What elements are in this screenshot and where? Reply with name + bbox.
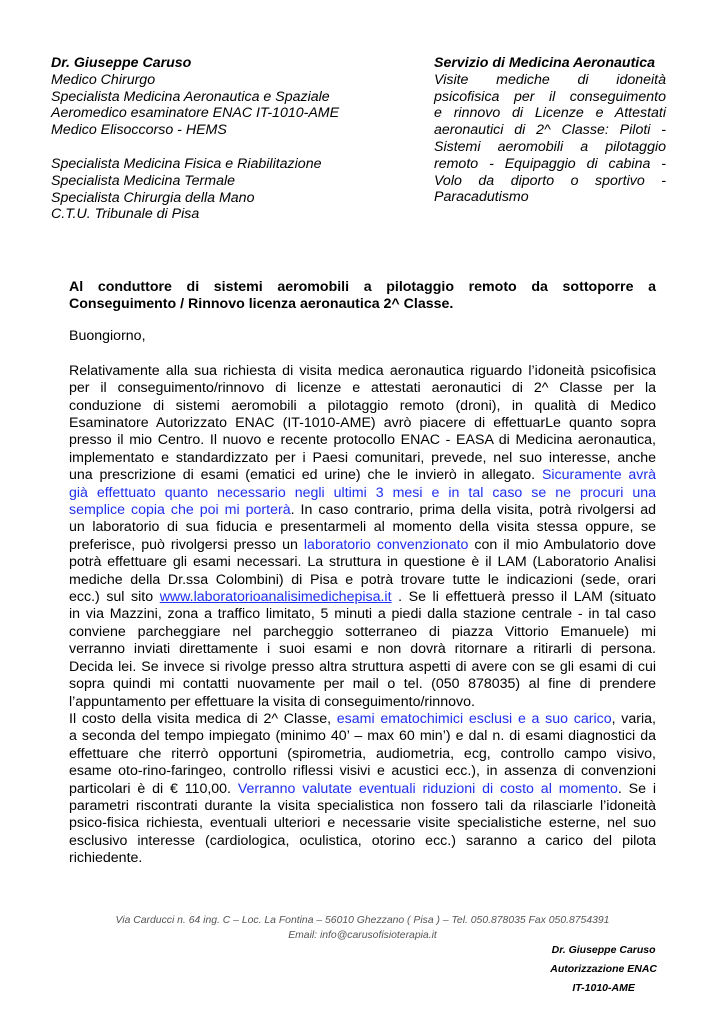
highlighted-text: già effettuato quanto necessario negli ultimi 3 mesi e in tal caso se ne procuri una	[69, 484, 656, 501]
highlighted-text: esami ematochimici esclusi e a suo carico	[336, 710, 612, 727]
service-title: Servizio di Medicina Aeronautica	[434, 55, 656, 71]
footer	[0, 913, 725, 943]
body-line: a seconda del tempo impiegato (minimo 40’ – max 60 min’) e dal n. di esami diagnostici da	[69, 728, 656, 745]
body-text: una prescrizione di esami (ematici ed urine) che le invierò in allegato.	[69, 467, 542, 484]
body-text: particolari è di € 110,00.	[69, 780, 238, 797]
service-line: aeronautici di 2^ Classe: Piloti -	[434, 122, 666, 139]
header-left-line: Specialista Chirurgia della Mano	[51, 189, 255, 206]
body-line: conduzione di sistemi aeromobili a pilotaggio remoto (droni), in qualità di Medico	[69, 397, 656, 414]
body-line: richiedente.	[69, 850, 143, 867]
footer-address: Via Carducci n. 64 ing. C – Loc. La Fontina – 56010 Ghezzano ( Pisa ) – Tel. 050.878035 Fax 050.8754391	[115, 915, 610, 926]
body-line: potrà effettuare gli esami necessari. La struttura in questione è il LAM (Laboratorio Analisi	[69, 554, 656, 571]
footer-email: Email: info@carusofisioterapia.it	[288, 930, 437, 941]
body-line: effettuare che riterrò opportuni (spirometria, audiometria, ecg, controllo campo visivo,	[69, 745, 656, 762]
body-text: preferisce, può rivolgersi presso un	[69, 536, 304, 553]
service-line: remoto - Equipaggio di cabina -	[434, 155, 666, 172]
header-left-line: Specialista Medicina Fisica e Riabilitazione	[51, 155, 322, 172]
body-line: parametri riscontrati durante la visita specialistica non fossero tali da rilasciarle l’idoneità	[69, 797, 656, 814]
body-line: per il conseguimento/rinnovo di licenze e attestati aeronautici di 2^ Classe per la	[69, 380, 656, 397]
body-text: con il mio Ambulatorio dove	[468, 536, 657, 553]
body-line: esclusivo interesse (cardiologica, oculistica, otorino ecc.) saranno a carico del pilota	[69, 832, 656, 849]
body-text: ecc.) sul sito	[69, 589, 160, 606]
body-text: . Se i	[617, 780, 656, 797]
greeting: Buongiorno,	[69, 328, 146, 344]
subject-line: Al conduttore di sistemi aeromobili a pilotaggio remoto da sottoporre a	[69, 279, 656, 295]
body-line: psico-fisica richiesta, eventuali ulteriori e necessarie visite specialistiche esterne, nel suo	[69, 815, 656, 832]
header-gap	[51, 139, 371, 156]
signature-code: IT-1010-AME	[572, 982, 635, 994]
body-line	[69, 589, 656, 606]
body-line: conviene parcheggiare nel parcheggio sotterraneo di piazza Vittorio Emanuele) mi	[69, 623, 656, 640]
body-text: , varia,	[611, 710, 656, 727]
service-line: e rinnovo di Licenze e Attestati	[434, 105, 666, 122]
subject-line: Conseguimento / Rinnovo licenza aeronautica 2^ Classe.	[69, 296, 454, 313]
body-line	[69, 537, 656, 554]
body-line	[69, 711, 656, 728]
body-line: verranno inviati direttamente i suoi esami e non dovrà ritornare a ritirarli di persona.	[69, 641, 656, 658]
highlighted-text: semplice copia che poi mi porterà	[69, 502, 291, 519]
body-line: Relativamente alla sua richiesta di visita medica aeronautica riguardo l’idoneità psicofisica	[69, 362, 656, 379]
header-left-line: Aeromedico esaminatore ENAC IT-1010-AME	[51, 105, 340, 122]
body-line: sopra quindi mi contatti nuovamente per mail o tel. (050 878035) al fine di prendere	[69, 676, 656, 693]
header-right	[434, 55, 666, 206]
body-line: presso il mio Centro. Il nuovo e recente protocollo ENAC - EASA di Medicina aeronautica,	[69, 432, 656, 449]
body-line	[69, 781, 656, 798]
body-line: in via Mazzini, zona a traffico limitato, 5 minuti a piedi dalla stazione centrale - in tal caso	[69, 606, 656, 623]
body-line: un laboratorio di sua fiducia e presentarmeli al momento della visita stessa oppure, se	[69, 519, 656, 536]
service-line: Paracadutismo	[434, 189, 529, 206]
header-left-line: Medico Elisoccorso - HEMS	[51, 122, 227, 139]
service-line: Sistemi aeromobili a pilotaggio	[434, 138, 666, 155]
body-line: l’appuntamento per effettuare la visita di conseguimento/rinnovo.	[69, 693, 475, 710]
body-line: mediche della Dr.ssa Colombini) di Pisa e potrà trovare tutte le indicazioni (sede, orari	[69, 571, 656, 588]
highlighted-text: Verranno valutate eventuali riduzioni di costo al momento	[237, 780, 618, 797]
body-text: . Se li effettuerà presso il LAM (situato	[391, 589, 656, 606]
body-line	[69, 485, 656, 502]
signature-authorization: Autorizzazione ENAC	[550, 963, 657, 975]
lab-website-link[interactable]: www.laboratorioanalisimedichepisa.it	[159, 589, 392, 606]
header-left-line: Specialista Medicina Aeronautica e Spaziale	[51, 88, 330, 105]
body-line: esame oto-rino-faringeo, controllo riflessi visivi e acustici ecc.), in assenza di convenzioni	[69, 763, 656, 780]
body-text: . In caso contrario, prima della visita, potrà rivolgersi ad	[290, 502, 656, 519]
body-line: Decida lei. Se invece si rivolge presso altra struttura aspetti di avere con se gli esami di cui	[69, 658, 656, 675]
body-line	[69, 467, 656, 484]
header-left-line: Medico Chirurgo	[51, 71, 156, 88]
body-line: Esaminatore Autorizzato ENAC (IT-1010-AME) avrò piacere di effettuarLe quanto sopra	[69, 415, 656, 432]
doctor-name: Dr. Giuseppe Caruso	[51, 55, 192, 71]
body-text: Il costo della visita medica di 2^ Classe,	[69, 710, 337, 727]
signature-block	[550, 941, 657, 998]
service-line: psicofisica per il conseguimento	[434, 88, 666, 105]
highlighted-text: Sicuramente avrà	[541, 467, 656, 484]
header-left-line: Specialista Medicina Termale	[51, 172, 235, 189]
highlighted-text: laboratorio convenzionato	[303, 536, 469, 553]
header-left-line: C.T.U. Tribunale di Pisa	[51, 206, 200, 223]
body-line	[69, 502, 656, 519]
header-left	[51, 55, 371, 223]
signature-name: Dr. Giuseppe Caruso	[551, 944, 656, 956]
letter-subject	[69, 279, 656, 314]
body-line: implementato e standardizzato per i Paesi comunitari, prevede, nel suo interesse, anche	[69, 449, 656, 466]
letter-body	[69, 328, 656, 868]
service-line: Visite mediche di idoneità	[434, 71, 666, 88]
service-line: Volo da diporto o sportivo -	[434, 172, 666, 189]
paragraph-gap	[69, 345, 656, 362]
